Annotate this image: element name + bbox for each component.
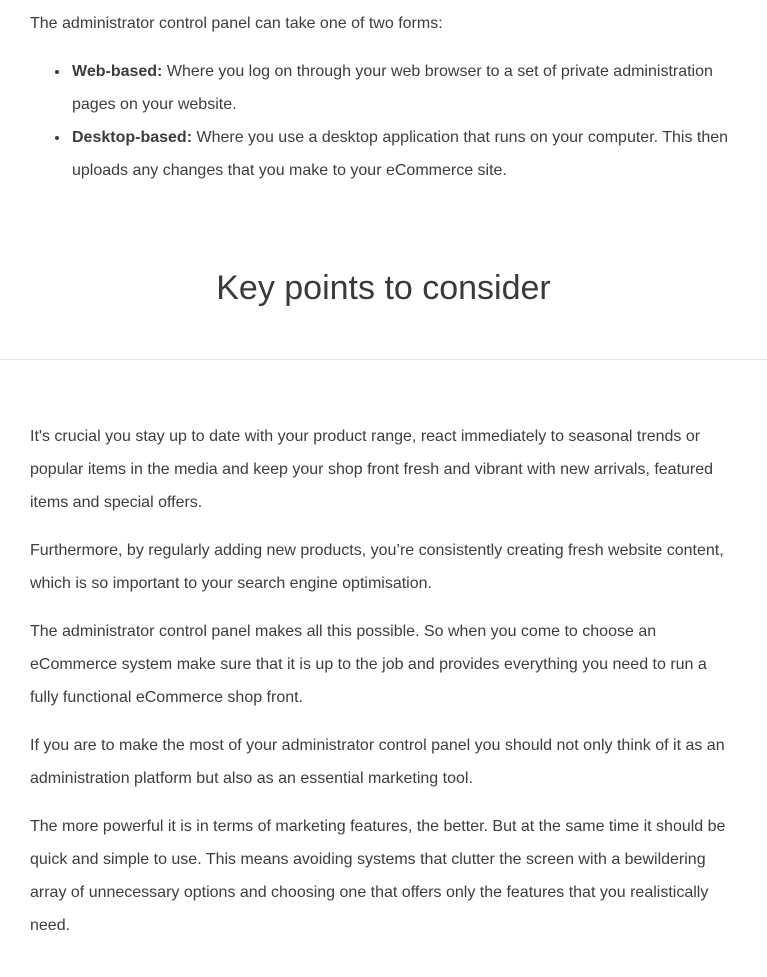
list-item-text: Where you log on through your web browser to a set of private administration pages on your website. <box>72 63 713 113</box>
control-panel-types-list <box>30 55 737 187</box>
list-item-text: Where you use a desktop application that runs on your computer. This then uploads any changes that you make to your eCommerce site. <box>72 129 729 179</box>
intro-section <box>0 0 767 312</box>
key-points-section <box>0 360 767 977</box>
list-item-label: Web-based: <box>72 63 163 80</box>
key-points-paragraph-1: It's crucial you stay up to date with your product range, react immediately to seasonal trends or popular items in the media and keep your shop front fresh and vibrant with new arrivals, featured items and special offers. <box>30 428 714 511</box>
list-item-label: Desktop-based: <box>72 129 193 146</box>
key-points-paragraph-4: If you are to make the most of your administrator control panel you should not only think of it as an administration platform but also as an essential marketing tool. <box>30 737 725 787</box>
list-item-desktop-based <box>70 121 737 187</box>
list-item-web-based <box>70 55 737 121</box>
intro-paragraph: The administrator control panel can take one of two forms: <box>30 15 443 32</box>
key-points-paragraph-3: The administrator control panel makes all this possible. So when you come to choose an eCommerce system make sure that it is up to the job and provides everything you need to run a fully functional eCommerce shop front. <box>30 623 707 706</box>
key-points-paragraph-2: Furthermore, by regularly adding new products, you’re consistently creating fresh website content, which is so important to your search engine optimisation. <box>30 542 724 592</box>
key-points-paragraph-5: The more powerful it is in terms of marketing features, the better. But at the same time it should be quick and simple to use. This means avoiding systems that clutter the screen with a bewildering array of unnecessary options and choosing one that offers only the features that you realistically need. <box>30 818 726 934</box>
section-heading: Key points to consider <box>216 269 551 307</box>
